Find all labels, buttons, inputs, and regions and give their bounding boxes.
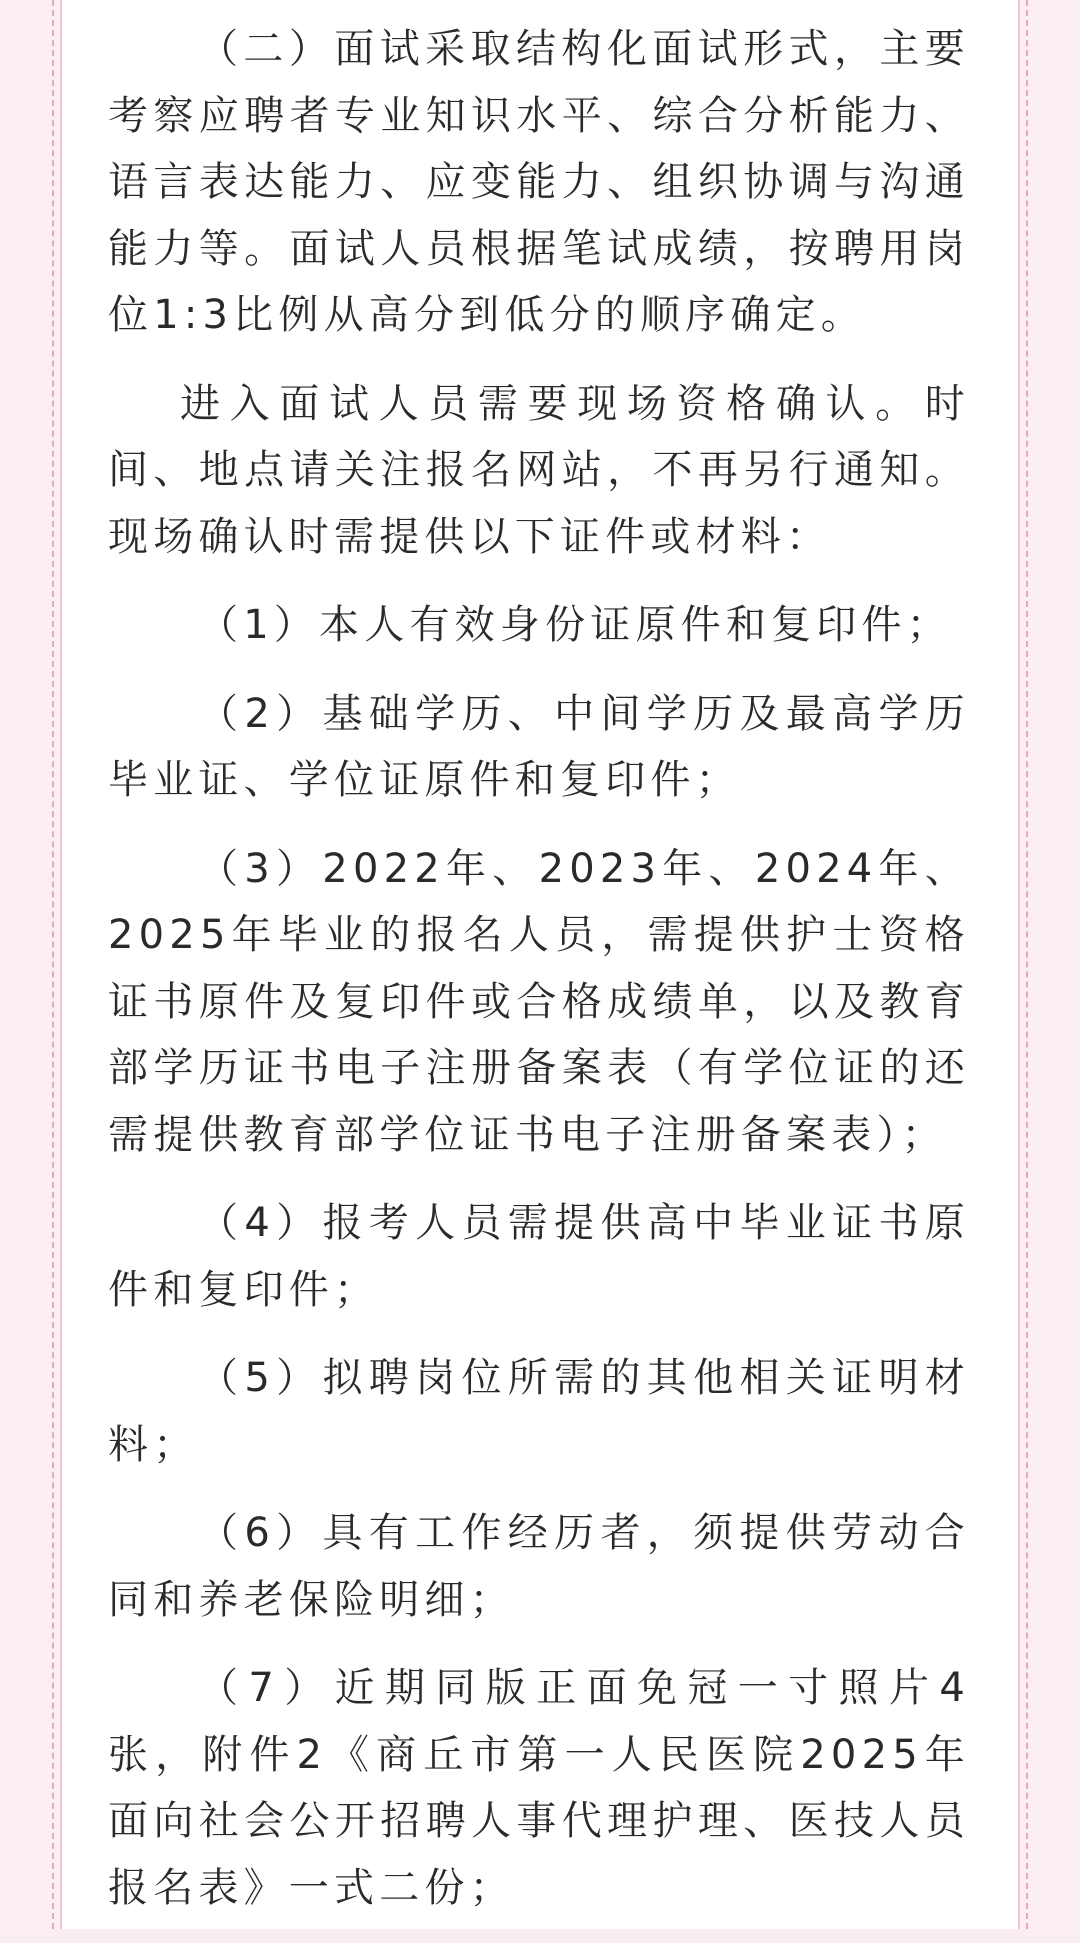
paragraph-qualification-confirmation: 进入面试人员需要现场资格确认。时间、地点请关注报名网站，不再另行通知。现场确认时需提供以下证件或材料： <box>108 380 970 560</box>
list-item-photos-and-form: （7）近期同版正面免冠一寸照片4张，附件2《商丘市第一人民医院2025年面向社会公开招聘人事代理护理、医技人员报名表》一式二份； <box>108 1665 970 1911</box>
right-decorative-border <box>1018 0 1028 1929</box>
list-item-other-materials: （5）拟聘岗位所需的其他相关证明材料； <box>108 1355 970 1468</box>
left-decorative-border <box>52 0 62 1929</box>
document-body <box>108 16 970 1943</box>
list-item-graduate-certificates: （3）2022年、2023年、2024年、2025年毕业的报名人员，需提供护士资格证书原件及复印件或合格成绩单，以及教育部学历证书电子注册备案表（有学位证的还需提供教育部学位证书电子注册备案表）； <box>108 845 970 1158</box>
list-item-work-experience: （6）具有工作经历者，须提供劳动合同和养老保险明细； <box>108 1510 970 1623</box>
list-item-diplomas: （2）基础学历、中间学历及最高学历毕业证、学位证原件和复印件； <box>108 690 970 803</box>
list-item-id-card: （1）本人有效身份证原件和复印件； <box>198 602 952 648</box>
paragraph-interview-format: （二）面试采取结构化面试形式，主要考察应聘者专业知识水平、综合分析能力、语言表达能力、应变能力、组织协调与沟通能力等。面试人员根据笔试成绩，按聘用岗位1:3比例从高分到低分的顺序确定。 <box>108 26 970 338</box>
list-item-high-school-certificate: （4）报考人员需提供高中毕业证书原件和复印件； <box>108 1200 970 1313</box>
